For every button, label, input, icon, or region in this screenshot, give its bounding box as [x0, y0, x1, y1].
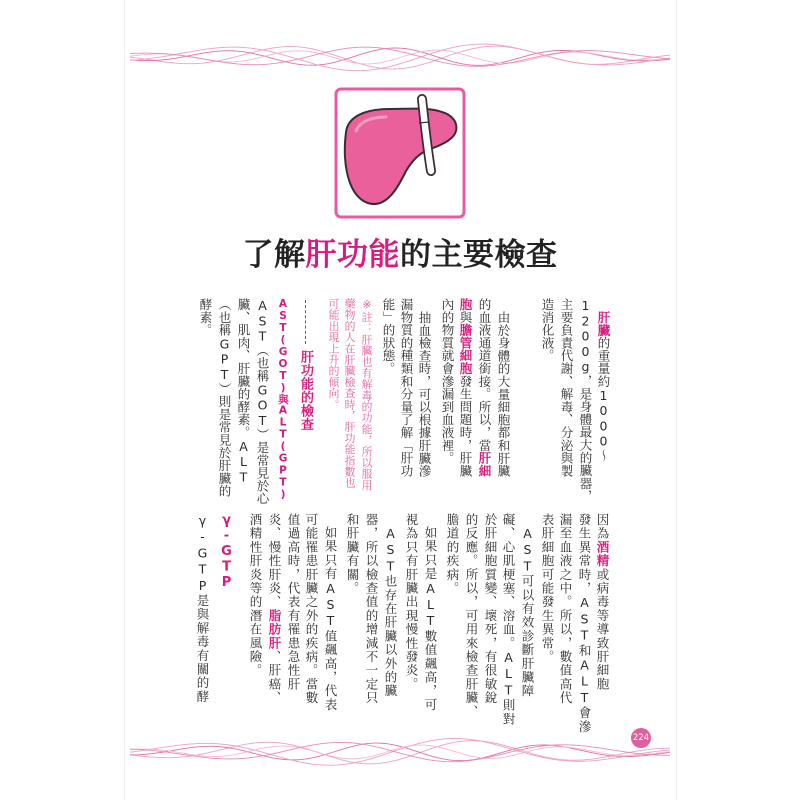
text-column: [443, 513, 461, 595]
text-run: 的血液通道銜接。所以，當: [477, 298, 492, 452]
text-run: 因為: [595, 513, 610, 541]
text-run: AST也存在肝臟以外的臟: [383, 525, 398, 698]
title-highlight: 肝功能: [305, 237, 400, 273]
page-edge-right: [676, 0, 677, 800]
text-run: 於肝細胞質變、壞死，有很敏銳: [483, 513, 498, 705]
wave-line: [130, 44, 670, 71]
text-column: [518, 513, 536, 697]
text-column: [575, 513, 593, 734]
text-column: AST（也稱GOT）是常見於心: [255, 298, 270, 505]
text-column: [557, 298, 575, 477]
wave-line: [130, 46, 670, 69]
text-column: [593, 513, 611, 691]
text-run: 的反應。所以，可用來檢查肝臟、: [464, 513, 479, 719]
liver-icon: [334, 87, 466, 219]
text-run: 器，所以檢查值的增減不一定只: [364, 513, 379, 705]
text-run: 內的物質就會滲漏到血液裡。: [440, 298, 455, 465]
text-column: [343, 513, 361, 595]
text-run: 表肝細胞可能發生異常。: [540, 513, 555, 664]
wave-line: [130, 742, 670, 761]
note-column: 藥物的人在肝臟檢查時，肝功能指數也: [343, 298, 357, 489]
text-column: 臟、肌肉、肝臟的酵素。ALT: [236, 298, 251, 485]
text-run: 主要負責代謝、解毒、分泌與製: [559, 298, 574, 478]
text-run: 視為只有肝臟出現慢性發炎。: [404, 513, 419, 692]
text-run: 炎、慢性肝炎、: [267, 513, 282, 609]
text-run: 與: [458, 310, 473, 324]
wave-line: [130, 47, 670, 66]
text-run: 發生異常時，AST和ALT會滲: [577, 513, 592, 734]
text-column: [381, 513, 399, 697]
title-text: 的主要檢查: [400, 237, 558, 273]
text-column: γ-GTP是與解毒有關的酵: [195, 513, 210, 704]
text-column: [481, 513, 499, 705]
text-run: 值過高時，代表有罹患急性肝: [286, 513, 301, 692]
text-run: 發生問題時，肝臟: [458, 374, 473, 478]
text-run: 由於身體的大量細胞都和肝臟: [496, 310, 511, 477]
text-column: [397, 298, 415, 477]
highlight-term: 肝臟: [596, 310, 611, 337]
section-heading: 肝功能的檢查: [298, 350, 313, 431]
text-column: [475, 298, 493, 477]
text-column: [456, 298, 474, 477]
subsection-heading-ast-alt: AST(GOT)與ALT(GPT): [277, 298, 289, 501]
text-column: [556, 513, 574, 705]
text-run: 漏物質的種類和分量了解「肝功: [399, 298, 414, 478]
text-run: 、肝癌、: [267, 650, 282, 705]
text-column: [265, 513, 283, 705]
page-number-text: 224: [632, 733, 650, 743]
note-column: 可能出現上升的傾向。: [327, 298, 341, 410]
text-run: 如果只是ALT數值飆高，可: [423, 525, 438, 712]
wave-line: [130, 743, 670, 761]
text-column: [302, 513, 320, 705]
text-column: [462, 513, 480, 719]
highlight-term: 胞: [458, 298, 473, 311]
wave-line: [130, 50, 670, 64]
wave-line: [130, 741, 670, 764]
note-column: ※註：肝臟也有解毒的功能，所以服用: [360, 298, 374, 491]
highlight-term: 肝細: [477, 451, 492, 478]
text-run: 1200g，是身體最大的臟器，: [578, 298, 593, 503]
text-run: 和肝臟有關。: [345, 513, 360, 596]
text-column: [421, 513, 439, 711]
text-run: 漏至血液之中。所以，數值高代: [558, 513, 573, 705]
illustration-frame: [334, 87, 466, 219]
upper-text-block: [190, 296, 614, 508]
text-column: （也稱GPT）則是常見於肝臟的: [217, 298, 232, 498]
lower-text-block: [190, 511, 614, 734]
wave-line: [130, 738, 670, 765]
highlight-term: 膽管細胞: [458, 323, 473, 375]
wave-line: [130, 48, 670, 65]
text-column: [576, 298, 594, 503]
text-column: [284, 513, 302, 691]
text-run: 抽血檢查時，可以根據肝臟滲: [417, 310, 432, 477]
text-column: [494, 298, 512, 477]
text-column: [594, 298, 612, 461]
highlight-term: 脂肪肝: [267, 608, 282, 651]
text-column: [246, 513, 264, 677]
page-edge-left: [124, 0, 125, 800]
heading-dashed-rule: [305, 300, 306, 344]
highlight-term: 酒精: [595, 540, 610, 568]
text-run: 能」的狀態。: [381, 298, 396, 375]
text-run: 如果只有AST值飆高，代表: [323, 525, 338, 712]
wave-line: [130, 745, 670, 759]
text-run: 造消化液。: [540, 298, 555, 362]
text-column: [415, 298, 433, 477]
text-column: [321, 513, 339, 711]
text-run: 的重量約1000～: [596, 336, 611, 462]
text-column: [402, 513, 420, 691]
text-run: AST可以有效診斷肝臟障: [520, 525, 535, 698]
text-run: 礙、心肌梗塞、溶血。ALT則對: [501, 513, 516, 726]
page-number: [631, 728, 651, 748]
title-text: 了解: [242, 237, 306, 273]
text-run: 可能罹患肝臟之外的疾病。當數: [304, 513, 319, 705]
text-column: 酵素。: [198, 298, 213, 337]
text-run: 膽道的疾病。: [445, 513, 460, 596]
text-column: [438, 298, 456, 464]
subsection-heading-gtp: γ-GTP: [219, 513, 234, 591]
text-column: [379, 298, 397, 375]
text-column: [499, 513, 517, 726]
page-title: [0, 235, 800, 275]
text-column: [538, 298, 556, 362]
text-column: [538, 513, 556, 664]
text-run: 或病毒等導致肝細胞: [595, 567, 610, 692]
text-run: 酒精性肝炎等的潛在風險。: [248, 513, 263, 678]
text-column: [362, 513, 380, 705]
